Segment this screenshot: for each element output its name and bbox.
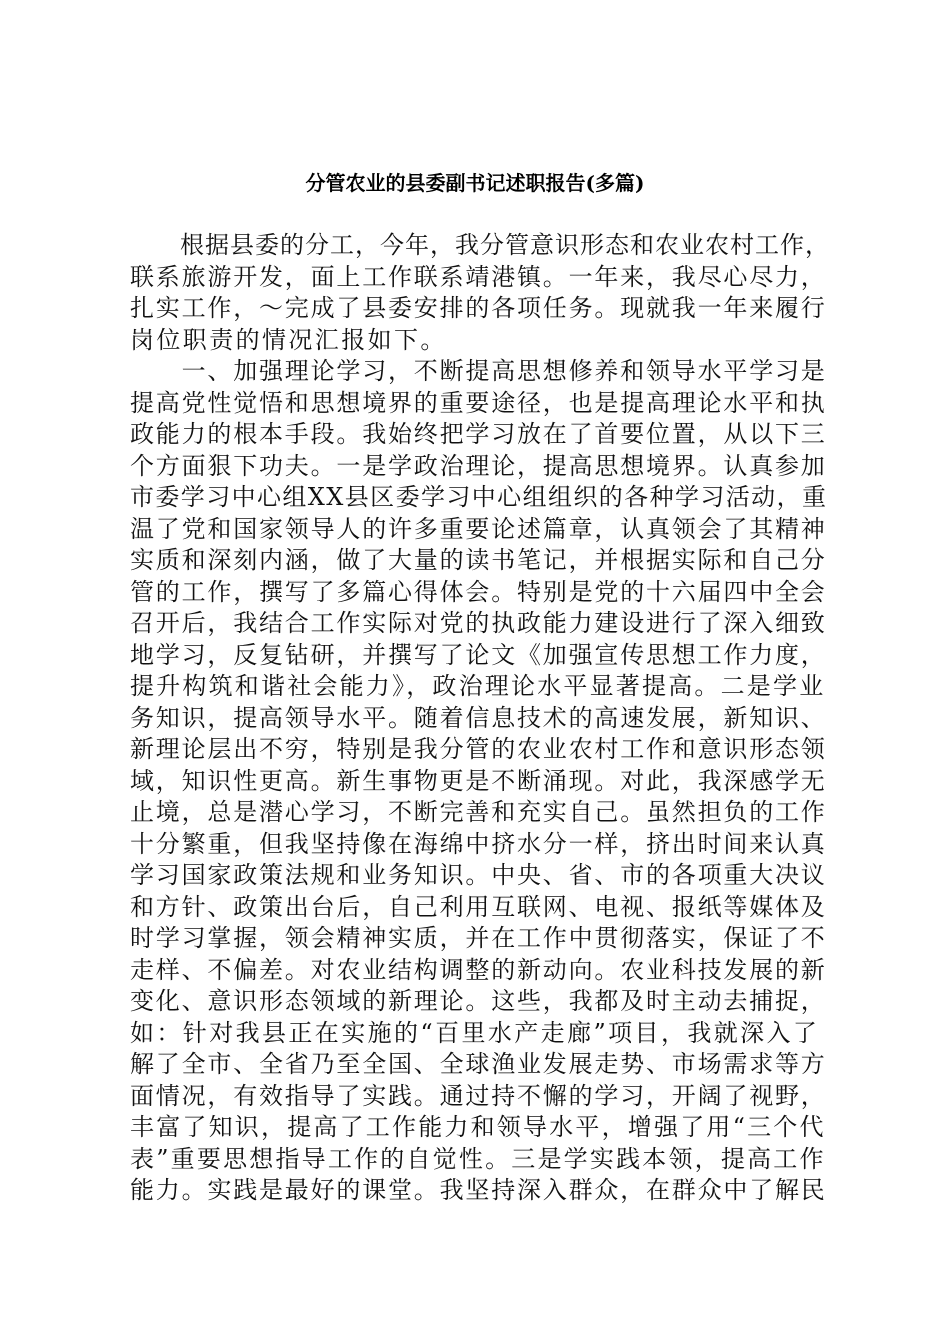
body-text-line: 能力。实践是最好的课堂。我坚持深入群众，在群众中了解民 [130, 1176, 827, 1204]
body-text-line: 扎实工作，～完成了县委安排的各项任务。现就我一年来履行 [130, 294, 827, 322]
body-text-line: 温了党和国家领导人的许多重要论述篇章，认真领会了其精神 [130, 514, 827, 543]
body-text-line: 务知识，提高领导水平。随着信息技术的高速发展，新知识、 [130, 703, 827, 732]
body-text-line: 止境，总是潜心学习，不断完善和充实自己。虽然担负的工作 [130, 798, 827, 826]
body-text-line: 提升构筑和谐社会能力》，政治理论水平显著提高。二是学业 [130, 672, 826, 700]
body-text-line: 走样、不偏差。对农业结构调整的新动向。农业科技发展的新 [130, 955, 827, 984]
body-text-line: 管的工作，撰写了多篇心得体会。特别是党的十六届四中全会 [130, 577, 827, 606]
body-text-line: 实质和深刻内涵，做了大量的读书笔记，并根据实际和自己分 [130, 546, 827, 574]
body-text-line: 地学习，反复钻研，并撰写了论文《加强宣传思想工作力度， [130, 640, 827, 669]
body-text-line: 面情况，有效指导了实践。通过持不懈的学习，开阔了视野， [130, 1081, 827, 1110]
body-text-line: 联系旅游开发，面上工作联系靖港镇。一年来，我尽心尽力， [130, 262, 827, 291]
body-text-line: 提高党性觉悟和思想境界的重要途径，也是提高理论水平和执 [130, 388, 827, 417]
body-text-line: 新理论层出不穷，特别是我分管的农业农村工作和意识形态领 [130, 735, 827, 763]
body-text-line: 变化、意识形态领域的新理论。这些，我都及时主动去捕捉， [130, 987, 827, 1015]
body-text-line: 根据县委的分工，今年，我分管意识形态和农业农村工作， [130, 231, 830, 259]
body-text-line: 和方针、政策出台后，自己利用互联网、电视、报纸等媒体及 [130, 892, 827, 921]
body-text-line: 时学习掌握，领会精神实质，并在工作中贯彻落实，保证了不 [130, 924, 827, 952]
body-text-line: 岗位职责的情况汇报如下。 [130, 325, 447, 354]
body-text-line: 丰富了知识，提高了工作能力和领导水平，增强了用“三个代 [130, 1113, 826, 1141]
body-text-line: 域，知识性更高。新生事物更是不断涌现。对此，我深感学无 [130, 766, 827, 795]
body-text-line: 政能力的根本手段。我始终把学习放在了首要位置，从以下三 [130, 420, 827, 448]
body-text-line: 学习国家政策法规和业务知识。中央、省、市的各项重大决议 [130, 861, 827, 889]
body-text-line: 如：针对我县正在实施的“百里水产走廊”项目，我就深入了 [130, 1018, 820, 1047]
body-text-line: 市委学习中心组XX县区委学习中心组组织的各种学习活动，重 [130, 483, 828, 511]
body-text-line: 一、加强理论学习，不断提高思想修养和领导水平学习是 [130, 357, 827, 385]
body-text-line: 表”重要思想指导工作的自觉性。三是学实践本领，提高工作 [130, 1144, 826, 1173]
body-text-line: 个方面狠下功夫。一是学政治理论，提高思想境界。认真参加 [130, 451, 827, 480]
document-body [130, 230, 830, 1207]
document-title: 分管农业的县委副书记述职报告(多篇) [305, 171, 645, 195]
body-text-line: 解了全市、全省乃至全国、全球渔业发展走势、市场需求等方 [130, 1050, 827, 1078]
body-text-line: 召开后，我结合工作实际对党的执政能力建设进行了深入细致 [130, 609, 827, 637]
body-text-line: 十分繁重，但我坚持像在海绵中挤水分一样，挤出时间来认真 [130, 829, 827, 858]
